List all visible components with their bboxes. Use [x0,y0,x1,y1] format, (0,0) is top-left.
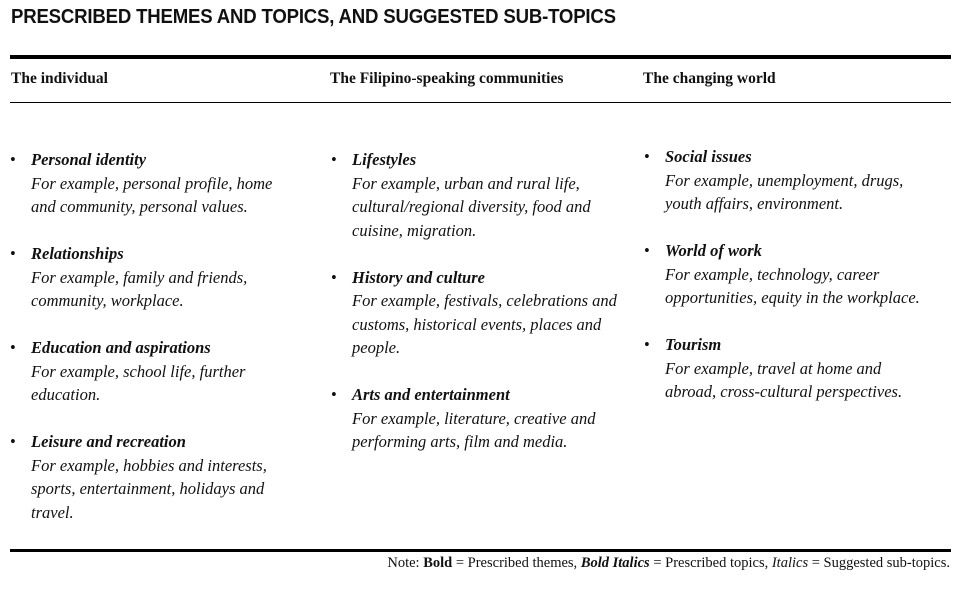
note-italic-label: Italics [771,555,809,571]
topic-item [10,430,300,524]
topic-subtopics: For example, school life, further education. [31,361,246,404]
bullet-icon: • [644,335,650,354]
topic-subtopics: For example, unemployment, drugs, youth affairs, environment. [665,170,904,213]
bullet-icon: • [644,147,650,166]
topic-item [331,148,631,242]
topics-column-individual [10,148,300,548]
note-bold-label: Bold [423,555,453,571]
topic-item [331,383,631,454]
topic-subtopics: For example, personal profile, home and community, personal values. [31,173,273,216]
bullet-icon: • [331,267,337,287]
bullet-icon: • [331,150,337,169]
page-title: PRESCRIBED THEMES AND TOPICS, AND SUGGESTED SUB-TOPICS [11,6,616,28]
bullet-icon: • [10,338,16,357]
topic-subtopics: For example, literature, creative and performing arts, film and media. [352,408,596,451]
topic-subtopics: For example, technology, career opportunities, equity in the workplace. [665,264,920,307]
theme-header-individual: The individual [11,70,108,87]
bottom-rule [10,549,951,552]
topic-title: World of work [665,241,762,260]
bullet-icon: • [10,432,16,451]
topic-subtopics: For example, travel at home and abroad, cross-cultural perspectives. [665,358,903,401]
note-italic-desc: = Suggested sub-topics. [808,555,950,571]
topic-title: Social issues [665,147,752,166]
topic-item [10,148,300,219]
note-bold-italic-desc: = Prescribed topics, [649,555,772,571]
topics-column-changing-world [644,145,934,427]
legend-note [387,555,950,572]
note-bold-desc: = Prescribed themes, [452,555,581,571]
topic-subtopics: For example, urban and rural life, cultural/regional diversity, food and cuisine, migration. [352,173,591,240]
theme-header-filipino-communities: The Filipino-speaking communities [330,70,564,87]
topic-item [10,242,300,313]
topic-subtopics: For example, festivals, celebrations and customs, historical events, places and people. [352,291,617,357]
header-rule [10,102,951,103]
topic-item [644,239,934,310]
topic-title: History and culture [352,267,485,287]
bullet-icon: • [10,244,16,263]
topic-title: Personal identity [31,150,147,169]
theme-header-changing-world: The changing world [643,70,776,87]
topic-item [644,145,934,216]
note-bold-italic-label: Bold Italics [580,555,650,571]
topic-item [331,266,631,360]
topic-title: Lifestyles [352,150,417,169]
topic-subtopics: For example, hobbies and interests, sports, entertainment, holidays and travel. [31,455,267,522]
topics-column-filipino-communities [331,148,631,477]
topic-title: Leisure and recreation [31,432,186,451]
topic-title: Education and aspirations [31,338,211,357]
bullet-icon: • [10,150,16,169]
bullet-icon: • [331,385,337,404]
top-rule [10,55,951,59]
topic-item [644,333,934,404]
topic-title: Relationships [31,244,124,263]
topic-subtopics: For example, family and friends, community, workplace. [31,267,248,310]
note-prefix: Note: [387,555,424,571]
topic-item [10,336,300,407]
topic-title: Tourism [665,335,722,354]
bullet-icon: • [644,241,650,260]
topic-title: Arts and entertainment [352,385,510,404]
